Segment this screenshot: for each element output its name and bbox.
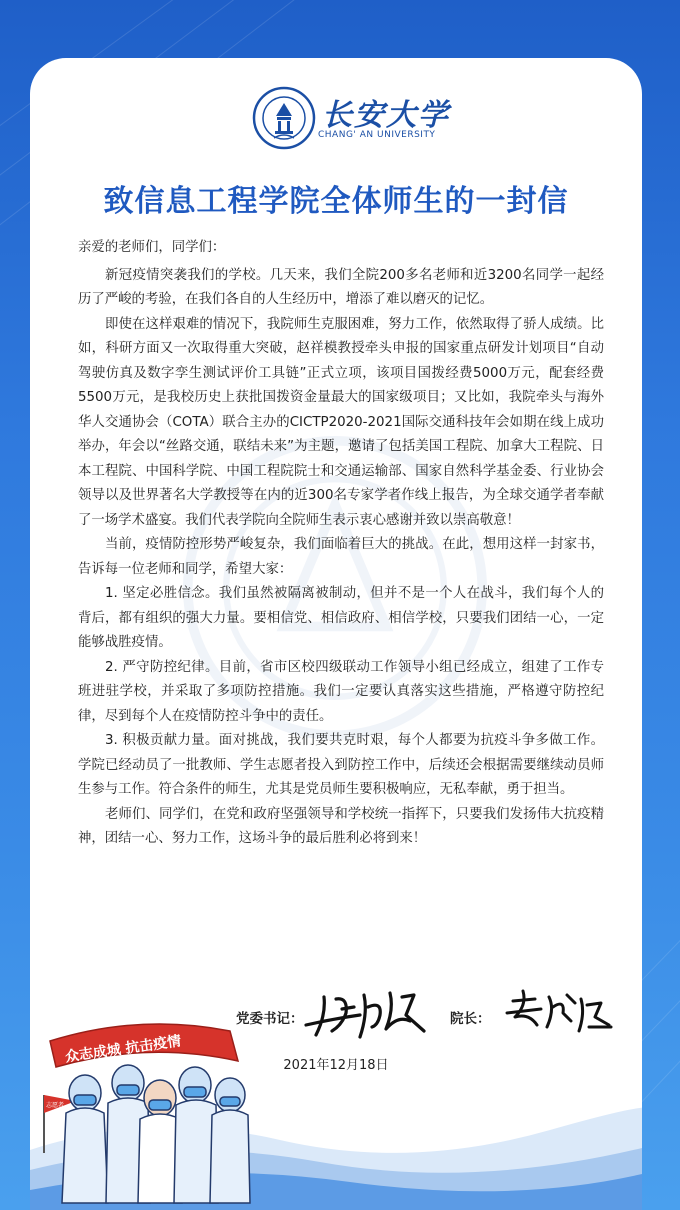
letter-body	[78, 236, 604, 852]
paragraph: 当前，疫情防控形势严峻复杂，我们面临着巨大的挑战。在此，想用这样一封家书，告诉每一位老师和同学，希望大家：	[78, 537, 604, 577]
university-name-en: CHANG' AN UNIVERSITY	[318, 130, 436, 140]
salutation: 亲爱的老师们，同学们：	[78, 240, 226, 255]
university-seal-icon	[252, 86, 316, 150]
paragraph: 老师们、同学们，在党和政府坚强领导和学校统一指挥下，只要我们发扬伟大抗疫精神，团结一心、努力工作，这场斗争的最后胜利必将到来！	[78, 806, 604, 846]
banner-text: 众志成城 抗击疫情	[64, 1033, 183, 1066]
paragraph: 3. 积极贡献力量。面对挑战，我们要共克时艰，每个人都要为抗疫斗争多做工作。学院已经动员了一批教师、学生志愿者投入到防控工作中，后续还会根据需要继续动员师生参与工作。符合条件的师生，尤其是党员师生要积极响应，无私奉献，勇于担当。	[78, 733, 604, 797]
paragraph: 1. 坚定必胜信念。我们虽然被隔离被制动，但并不是一个人在战斗，我们每个人的背后，都有组织的强大力量。要相信党、相信政府、相信学校，只要我们团结一心，一定能够战胜疫情。	[78, 586, 604, 650]
secretary-label: 党委书记：	[236, 1011, 304, 1027]
letter-date: 2021年12月18日	[283, 1058, 389, 1073]
paragraph: 2. 严守防控纪律。目前，省市区校四级联动工作领导小组已经成立，组建了工作专班进驻学校，并采取了多项防控措施。我们一定要认真落实这些措施，严格遵守防控纪律，尽到每个人在疫情防控斗争中的责任。	[78, 659, 604, 724]
president-label: 院长：	[450, 1011, 491, 1027]
paragraph: 新冠疫情突袭我们的学校。几天来，我们全院200多名老师和近3200名同学一起经历了严峻的考验，在我们各自的人生经历中，增添了难以磨灭的记忆。	[78, 267, 604, 307]
university-header	[30, 86, 642, 156]
secretary-signature	[302, 985, 432, 1043]
president-signature	[505, 987, 615, 1041]
letter-title: 致信息工程学院全体师生的一封信	[103, 184, 569, 219]
paragraph: 即使在这样艰难的情况下，我院师生克服困难，努力工作，依然取得了骄人成绩。比如，科研方面又一次取得重大突破，赵祥模教授牵头申报的国家重点研发计划项目“自动驾驶仿真及数字孪生测试评价工具链”正式立项，该项目国拨经费5000万元，配套经费5500万元，是我校历史上获批国拨资金量最大的国家级项目；又比如，我院牵头与海外华人交通协会（COTA）联合主办的CICTP2020-2021国际交通科技年会如期在线上成功举办，年会以“丝路交通，联结未来”为主题，邀请了包括美国工程院、加拿大工程院、日本工程院、中国科学院、中国工程院院士和交通运输部、国家自然科学基金委、行业协会领导以及世界著名大学教授等在内的近300名专家学者作线上报告，为全球交通学者奉献了一场学术盛宴。我们代表学院向全院师生表示衷心感谢并致以崇高敬意！	[78, 316, 604, 528]
university-name: 长安大学	[322, 98, 450, 133]
flag-text: 志愿者	[46, 1102, 65, 1109]
letter-card	[30, 58, 642, 1210]
medical-workers-illustration	[30, 1003, 290, 1208]
